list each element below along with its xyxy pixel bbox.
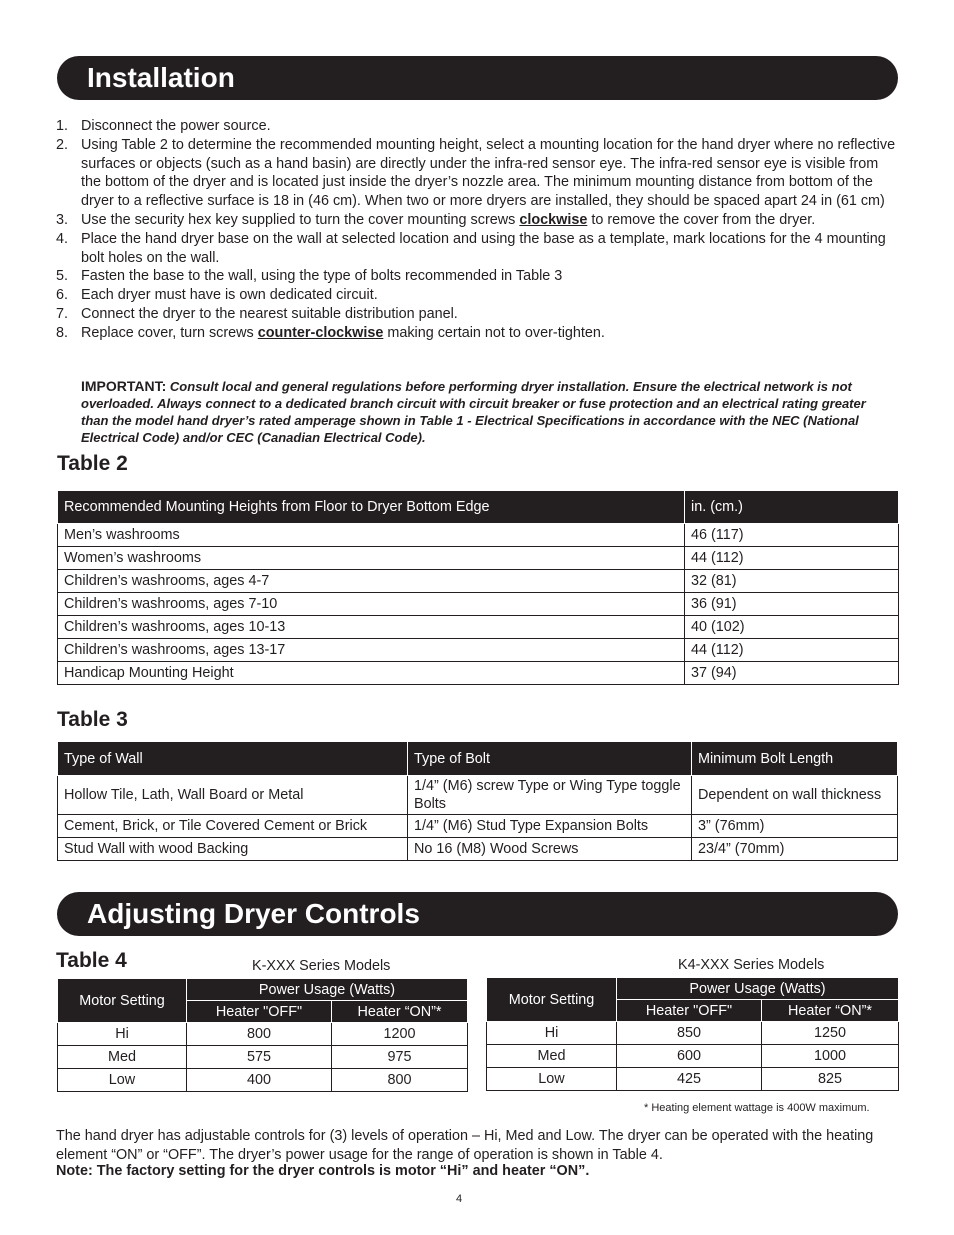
table-cell: Hollow Tile, Lath, Wall Board or Metal xyxy=(58,776,408,815)
step-number: 7. xyxy=(56,305,69,322)
step-number: 2. xyxy=(56,136,69,153)
table4-label: Table 4 xyxy=(56,949,127,972)
table-cell: Women’s washrooms xyxy=(58,547,685,570)
step-text: making certain not to over-tighten. xyxy=(383,324,605,341)
table-cell: 23/4” (70mm) xyxy=(692,838,898,861)
important-text: Consult local and general regulations before performing dryer installation. Ensure the electrical network is not overloaded. Always connect to a dedicated branch circuit with circuit breaker or fuse protection and an electrical rating greater than the model hand dryer’s rated amperage shown in Table 1 - Electrical Specifications in accordance with the NEC (National Electrical Code) and/or CEC (Canadian Electrical Code). xyxy=(81,379,866,445)
table-header: Type of Wall xyxy=(58,742,408,776)
step-text: Each dryer must have is own dedicated circuit. xyxy=(81,287,378,304)
step-text: Use the security hex key supplied to turn the cover mounting screws xyxy=(81,211,520,228)
table-cell: 1/4” (M6) screw Type or Wing Type toggle Bolts xyxy=(408,776,692,815)
table-cell: Hi xyxy=(487,1022,617,1045)
table-row xyxy=(58,616,899,639)
step-item xyxy=(56,267,896,286)
table-header-row xyxy=(58,742,898,776)
table-cell: 850 xyxy=(617,1022,762,1045)
page-number: 4 xyxy=(456,1193,463,1205)
step-text: Using Table 2 to determine the recommended mounting height, select a mounting location for the hand dryer where no reflective surfaces or objects (such as a hand basin) are directly under the infra-red sensor eye. The infra-red sensor eye is visible from the bottom of the dryer and is located just inside the dryer’s nozzle area. The minimum mounting distance from bottom of the dryer to a reflective surface is 18 in (46 cm). When two or more dryers are installed, they should be spaced apart 24 in (61 cm) xyxy=(81,136,896,210)
table-header: Heater “ON”* xyxy=(762,1000,899,1022)
table-cell: Dependent on wall thickness xyxy=(692,776,898,815)
table-cell: 575 xyxy=(187,1046,332,1069)
table-header: Motor Setting xyxy=(487,978,617,1022)
table3 xyxy=(57,741,898,861)
table-cell: 36 (91) xyxy=(685,593,899,616)
table-cell: 3” (76mm) xyxy=(692,815,898,838)
step-item xyxy=(56,324,896,343)
table-header: Recommended Mounting Heights from Floor to Dryer Bottom Edge xyxy=(58,491,685,524)
table-cell: Children’s washrooms, ages 13-17 xyxy=(58,639,685,662)
step-number: 8. xyxy=(56,324,69,341)
emphasis-clockwise: clockwise xyxy=(519,211,588,228)
table-row xyxy=(58,1046,468,1069)
controls-paragraph: The hand dryer has adjustable controls for (3) levels of operation – Hi, Med and Low. The dryer can be operated with the heating element “ON” or “OFF”. The dryer’s power usage for the range of operation is shown in Table 4. xyxy=(56,1128,874,1163)
controls-heading: Adjusting Dryer Controls xyxy=(57,892,898,936)
table-cell: 32 (81) xyxy=(685,570,899,593)
table-header: in. (cm.) xyxy=(685,491,899,524)
table4-k-series xyxy=(57,978,468,1092)
table-header-row xyxy=(58,979,468,1001)
table-header: Heater "OFF" xyxy=(187,1001,332,1023)
table-cell: No 16 (M8) Wood Screws xyxy=(408,838,692,861)
table2-label: Table 2 xyxy=(57,452,128,475)
table-cell: 425 xyxy=(617,1068,762,1091)
step-text: Disconnect the power source. xyxy=(81,118,271,134)
step-number: 4. xyxy=(56,230,69,247)
table-header: Power Usage (Watts) xyxy=(617,978,899,1000)
step-item xyxy=(56,230,896,268)
important-notice xyxy=(81,378,891,446)
table-row xyxy=(58,815,898,838)
table-header: Power Usage (Watts) xyxy=(187,979,468,1001)
table-cell: 44 (112) xyxy=(685,547,899,570)
table-cell: Children’s washrooms, ages 10-13 xyxy=(58,616,685,639)
step-text: Place the hand dryer base on the wall at selected location and using the base as a template, mark locations for the 4 mounting bolt holes on the wall. xyxy=(81,230,886,266)
important-label: IMPORTANT: xyxy=(81,378,167,394)
table-cell: 46 (117) xyxy=(685,524,899,547)
table-row xyxy=(487,1022,899,1045)
factory-setting-note: Note: The factory setting for the dryer controls is motor “Hi” and heater “ON”. xyxy=(56,1163,590,1179)
table3-label: Table 3 xyxy=(57,708,128,731)
table-row xyxy=(487,1045,899,1068)
table4-k4-series xyxy=(486,977,899,1091)
table-cell: 37 (94) xyxy=(685,662,899,685)
step-item xyxy=(56,211,896,230)
table-row xyxy=(58,662,899,685)
table-cell: 1/4” (M6) Stud Type Expansion Bolts xyxy=(408,815,692,838)
table-cell: 400 xyxy=(187,1069,332,1092)
table-cell: Low xyxy=(487,1068,617,1091)
table-header: Minimum Bolt Length xyxy=(692,742,898,776)
table-header: Heater "OFF" xyxy=(617,1000,762,1022)
footnote: * Heating element wattage is 400W maximum. xyxy=(644,1102,870,1114)
table-cell: Cement, Brick, or Tile Covered Cement or Brick xyxy=(58,815,408,838)
step-text: to remove the cover from the dryer. xyxy=(587,211,816,228)
table-cell: Med xyxy=(487,1045,617,1068)
step-number: 6. xyxy=(56,287,69,304)
table-row xyxy=(58,570,899,593)
table-cell: 800 xyxy=(187,1023,332,1046)
table-cell: 1200 xyxy=(332,1023,468,1046)
step-text: Fasten the base to the wall, using the type of bolts recommended in Table 3 xyxy=(81,268,563,285)
table-header: Motor Setting xyxy=(58,979,187,1023)
table-cell: 800 xyxy=(332,1069,468,1092)
step-text: Replace cover, turn screws xyxy=(81,324,258,341)
table-row xyxy=(58,1069,468,1092)
table-cell: 1250 xyxy=(762,1022,899,1045)
table-row xyxy=(58,838,898,861)
table-cell: Men’s washrooms xyxy=(58,524,685,547)
table-row xyxy=(58,1023,468,1046)
installation-heading: Installation xyxy=(57,56,898,100)
step-item xyxy=(56,117,896,136)
table-cell: Low xyxy=(58,1069,187,1092)
step-number: 1. xyxy=(56,118,69,134)
table-cell: 44 (112) xyxy=(685,639,899,662)
table-cell: Children’s washrooms, ages 7-10 xyxy=(58,593,685,616)
table-cell: Hi xyxy=(58,1023,187,1046)
table-row xyxy=(58,547,899,570)
table2 xyxy=(57,490,899,685)
installation-steps xyxy=(56,117,896,343)
table-header-row xyxy=(487,978,899,1000)
table-cell: Handicap Mounting Height xyxy=(58,662,685,685)
table-row xyxy=(58,639,899,662)
table-row xyxy=(58,593,899,616)
k4-series-label: K4-XXX Series Models xyxy=(678,957,825,973)
table-header: Heater “ON”* xyxy=(332,1001,468,1023)
k-series-label: K-XXX Series Models xyxy=(252,958,391,974)
step-item xyxy=(56,136,896,211)
table-header: Type of Bolt xyxy=(408,742,692,776)
table-cell: 600 xyxy=(617,1045,762,1068)
table-cell: 1000 xyxy=(762,1045,899,1068)
step-number: 5. xyxy=(56,268,69,285)
table-cell: Children’s washrooms, ages 4-7 xyxy=(58,570,685,593)
step-number: 3. xyxy=(56,211,69,228)
table-cell: 40 (102) xyxy=(685,616,899,639)
table-cell: Stud Wall with wood Backing xyxy=(58,838,408,861)
table-row xyxy=(58,524,899,547)
step-text: Connect the dryer to the nearest suitable distribution panel. xyxy=(81,305,458,322)
table-row xyxy=(487,1068,899,1091)
table-header-row xyxy=(58,491,899,524)
table-cell: 825 xyxy=(762,1068,899,1091)
step-item xyxy=(56,305,896,324)
step-item xyxy=(56,286,896,305)
emphasis-counter-clockwise: counter-clockwise xyxy=(257,324,384,341)
table-cell: Med xyxy=(58,1046,187,1069)
table-row xyxy=(58,776,898,815)
table-cell: 975 xyxy=(332,1046,468,1069)
